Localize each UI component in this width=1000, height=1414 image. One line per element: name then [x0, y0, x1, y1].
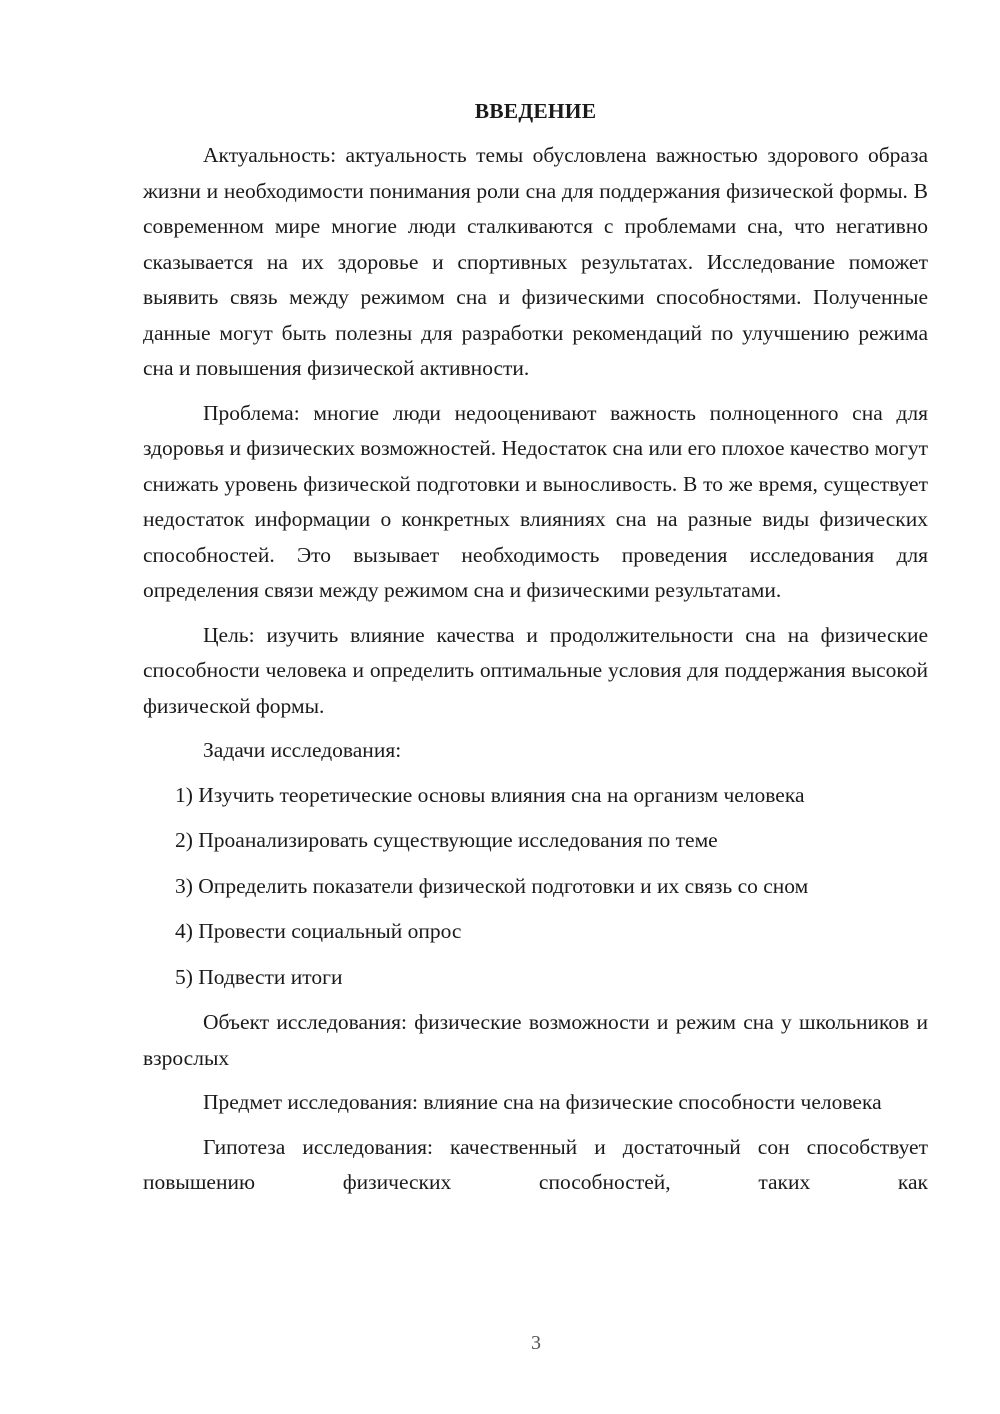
paragraph-subject: Предмет исследования: влияние сна на физические способности человека — [203, 1090, 882, 1114]
paragraph-problem: Проблема: многие люди недооценивают важность полноценного сна для здоровья и физических возможностей. Недостаток сна или его плохое качество могут снижать уровень физической подготовки и выносливость. В то же время, существует недостаток информации о конкретных влияниях сна на разные виды физических способностей. Это вызывает необходимость проведения исследования для определения связи между режимом сна и физическими результатами. — [143, 400, 928, 602]
task-item: 2) Проанализировать существующие исследования по теме — [175, 828, 718, 852]
paragraph-goal: Цель: изучить влияние качества и продолжительности сна на физические способности человека и определить оптимальные условия для поддержания высокой физической формы. — [143, 622, 928, 718]
paragraph-object: Объект исследования: физические возможности и режим сна у школьников и взрослых — [143, 1010, 928, 1070]
task-item: 1) Изучить теоретические основы влияния сна на организм человека — [175, 782, 805, 807]
page-content — [143, 96, 928, 1210]
tasks-list — [143, 778, 928, 996]
page-number: 3 — [531, 1332, 541, 1354]
task-item: 4) Провести социальный опрос — [175, 919, 462, 943]
tasks-heading: Задачи исследования: — [203, 738, 402, 762]
section-title: ВВЕДЕНИЕ — [474, 99, 597, 123]
paragraph-hypothesis: Гипотеза исследования: качественный и достаточный сон способствует повышению физических способностей, таких как — [143, 1134, 928, 1194]
task-item: 3) Определить показатели физической подготовки и их связь со сном — [175, 873, 809, 898]
paragraph-relevance: Актуальность: актуальность темы обусловлена важностью здорового образа жизни и необходимости понимания роли сна для поддержания физической формы. В современном мире многие люди сталкиваются с проблемами сна, что негативно сказывается на их здоровье и спортивных результатах. Исследование поможет выявить связь между режимом сна и физическими способностями. Полученные данные могут быть полезны для разработки рекомендаций по улучшению режима сна и повышения физической активности. — [143, 143, 928, 380]
task-item: 5) Подвести итоги — [175, 964, 343, 989]
